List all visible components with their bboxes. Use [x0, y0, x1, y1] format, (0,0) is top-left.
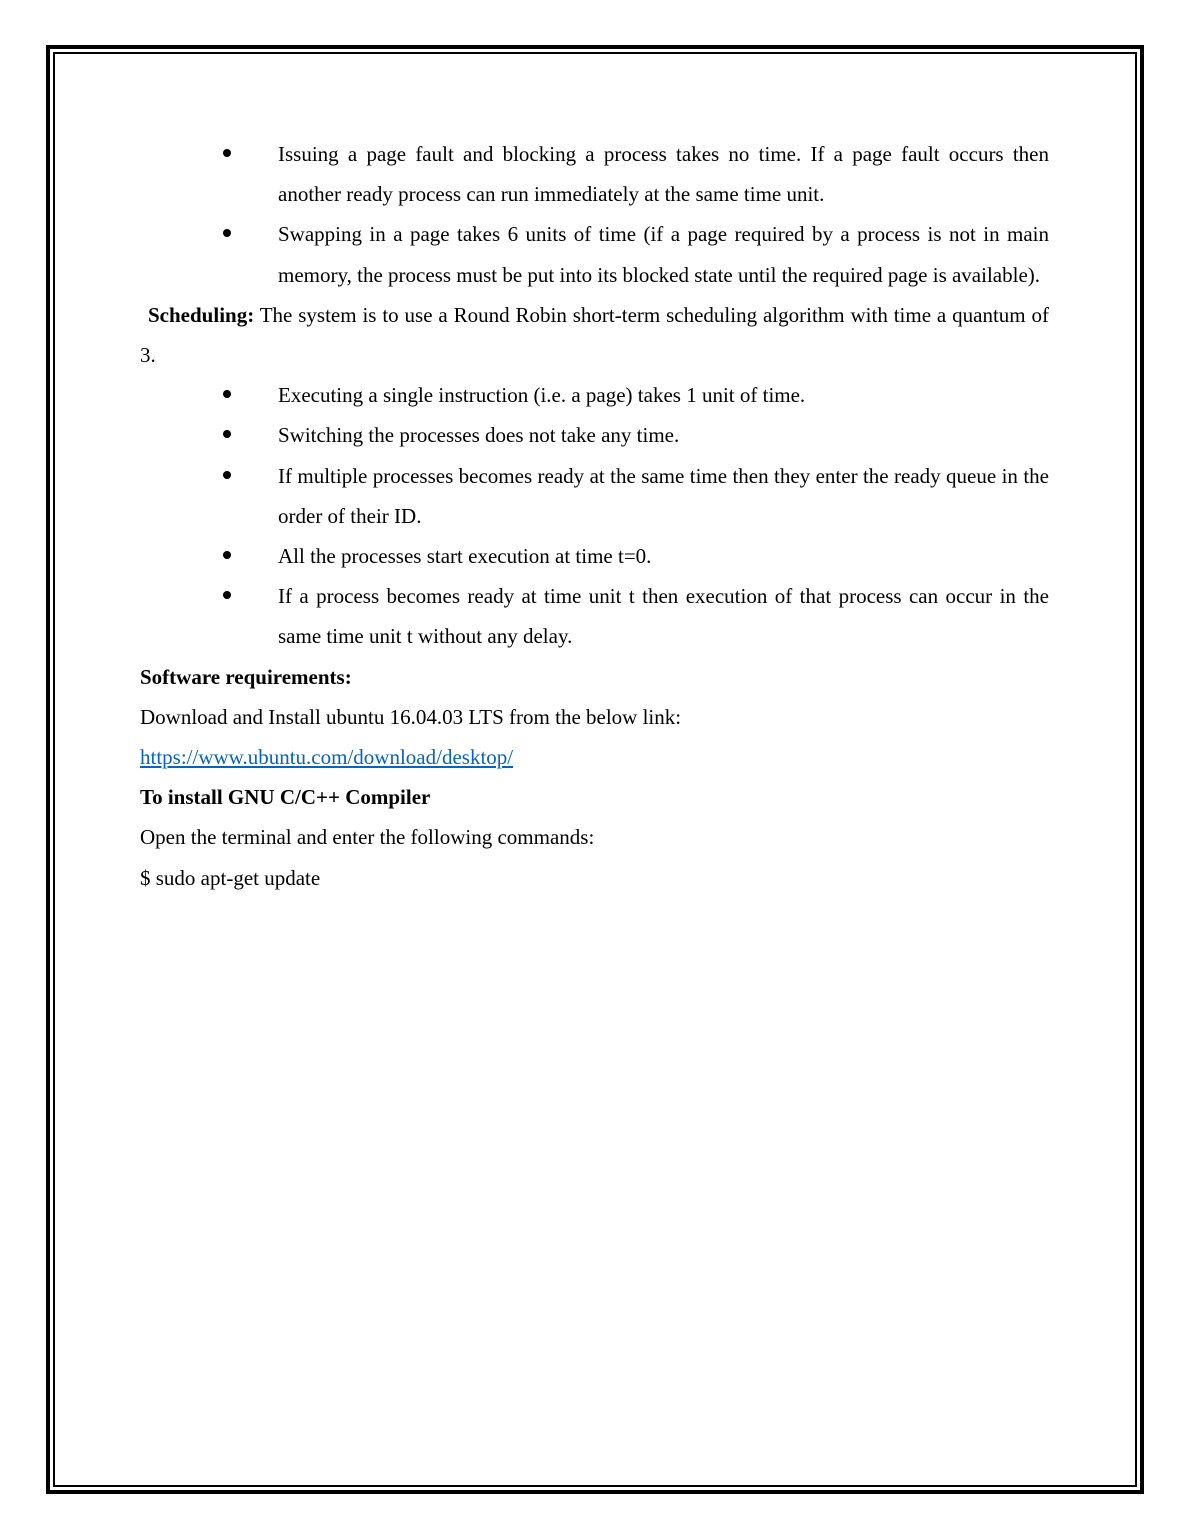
list-item	[140, 415, 1049, 455]
ubuntu-download-link[interactable]: https://www.ubuntu.com/download/desktop/	[140, 745, 514, 770]
list-item	[140, 576, 1049, 656]
scheduling-text: The system is to use a Round Robin short-term scheduling algorithm with time a quantum of 3.	[140, 302, 1049, 368]
ubuntu-link-line	[140, 737, 1049, 777]
download-instruction: Download and Install ubuntu 16.04.03 LTS from the below link:	[140, 704, 682, 729]
list-item	[140, 456, 1049, 536]
bullet-list-top	[140, 134, 1049, 295]
list-item	[140, 134, 1049, 214]
scheduling-label: Scheduling:	[148, 302, 255, 327]
list-item-text: Swapping in a page takes 6 units of time (if a page required by a process is not in main memory, the process must be put into its blocked state until the required page is available).	[278, 222, 1049, 287]
list-item	[140, 214, 1049, 294]
list-item	[140, 536, 1049, 576]
document-body	[140, 134, 1049, 898]
bullet-icon	[223, 149, 231, 157]
command-line: $ sudo apt-get update	[140, 865, 321, 890]
list-item-text: Switching the processes does not take any time.	[278, 423, 680, 448]
bullet-list-scheduling	[140, 375, 1049, 656]
scheduling-paragraph	[140, 295, 1049, 375]
list-item	[140, 375, 1049, 415]
software-requirements-heading: Software requirements:	[140, 664, 352, 689]
list-item-text: Executing a single instruction (i.e. a page) takes 1 unit of time.	[278, 383, 806, 408]
terminal-instruction: Open the terminal and enter the following commands:	[140, 825, 595, 850]
list-item-text: If multiple processes becomes ready at the same time then they enter the ready queue in the order of their ID.	[278, 463, 1049, 528]
bullet-icon	[223, 591, 231, 599]
bullet-icon	[223, 229, 231, 237]
compiler-heading: To install GNU C/C++ Compiler	[140, 785, 431, 810]
bullet-icon	[223, 390, 231, 398]
list-item-text: All the processes start execution at time t=0.	[278, 544, 652, 569]
bullet-icon	[223, 430, 231, 438]
list-item-text: If a process becomes ready at time unit t then execution of that process can occur in the same time unit t without any delay.	[278, 584, 1049, 649]
bullet-icon	[223, 551, 231, 559]
list-item-text: Issuing a page fault and blocking a process takes no time. If a page fault occurs then another ready process can run immediately at the same time unit.	[278, 142, 1049, 207]
bullet-icon	[223, 471, 231, 479]
